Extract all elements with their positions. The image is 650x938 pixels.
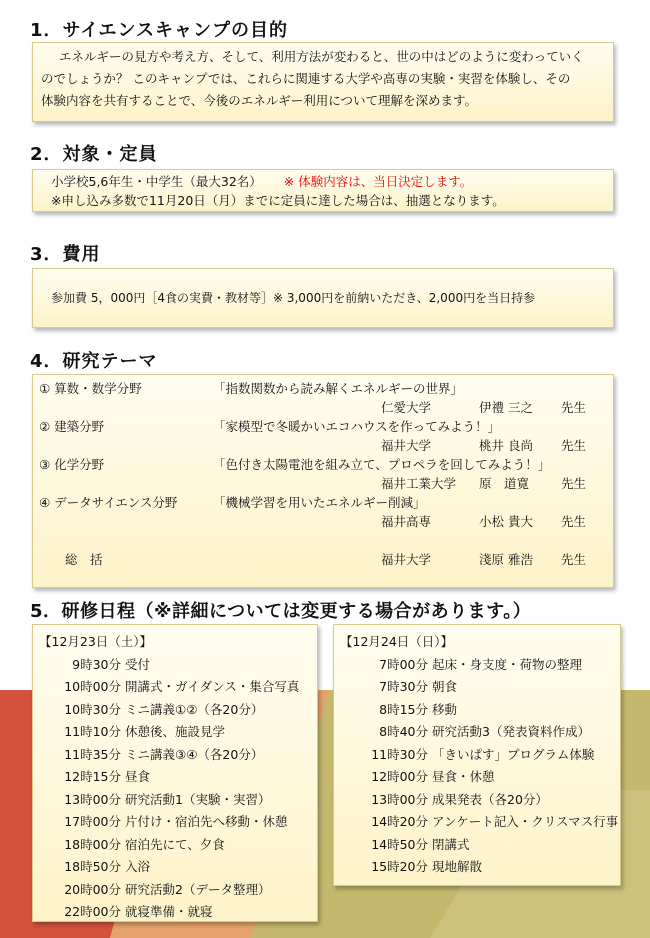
schedule-item: [340, 856, 620, 879]
theme-2-title: 「家模型で冬暖かいエコハウスを作ってみよう！」: [213, 419, 501, 434]
cost-box: [32, 268, 614, 328]
schedule-time: 22時00分: [64, 904, 121, 919]
heading-cost: 3．費用: [30, 244, 101, 265]
day1-label: 【12月23日（土）】: [39, 634, 153, 649]
schedule-activity: ミニ講義①②（各20分）: [125, 701, 264, 717]
purpose-line-3: 体験内容を共有することで、今後のエネルギー利用について理解を深めます。: [41, 93, 478, 108]
schedule-activity: 研究活動3（発表資料作成）: [432, 724, 590, 739]
schedule-activity: 移動: [432, 701, 458, 717]
theme-4-suffix: 先生: [561, 514, 587, 529]
schedule-activity: 片付け・宿泊先へ移動・休憩: [125, 814, 288, 829]
schedule-time: 17時00分: [64, 814, 121, 829]
heading-purpose: 1．サイエンスキャンプの目的: [30, 20, 289, 41]
schedule-item: [340, 654, 620, 677]
schedule-activity: 休憩後、施設見学: [125, 724, 226, 739]
theme-4-name: 小松 貴大: [479, 514, 533, 529]
schedule-item: [39, 856, 317, 879]
schedule-time: 18時00分: [64, 836, 121, 852]
schedule-activity: 受付: [125, 656, 151, 672]
target-note: ※ 体験内容は、当日決定します。: [283, 174, 473, 189]
theme-4-lecturer: [39, 512, 613, 531]
heading-schedule: 5．研修日程（※詳細については変更する場合があります。）: [30, 601, 532, 622]
theme-2-suffix: 先生: [561, 438, 587, 453]
purpose-line-2: のでしょうか？ このキャンプでは、これらに関連する大学や高専の実験・実習を体験し、その: [41, 71, 571, 86]
schedule-item: [39, 834, 317, 857]
schedule-day1-box: [32, 624, 318, 922]
schedule-time: 18時50分: [64, 859, 121, 874]
schedule-activity: 昼食: [125, 769, 151, 784]
theme-3-field: ③ 化学分野: [39, 457, 105, 472]
schedule-activity: 昼食・休憩: [432, 769, 495, 784]
schedule-activity: 現地解散: [432, 859, 483, 874]
cost-text: 参加費 5，000円［4食の実費・教材等］※ 3,000円を前納いただき、2,000円を当日持参: [51, 291, 536, 305]
day2-label: 【12月24日（日）】: [340, 634, 454, 649]
schedule-activity: 入浴: [125, 859, 151, 874]
summary-name: 淺原 雅浩: [479, 552, 533, 567]
schedule-time: 20時00分: [64, 881, 121, 897]
schedule-item: [39, 811, 317, 834]
theme-2-name: 桃井 良尚: [479, 438, 533, 453]
schedule-item: [39, 699, 317, 722]
schedule-time: 9時30分: [72, 656, 121, 672]
theme-1-field: ① 算数・数学分野: [39, 381, 142, 396]
schedule-item: [340, 834, 620, 857]
schedule-item: [39, 721, 317, 744]
schedule-item: [39, 654, 317, 677]
schedule-time: 14時20分: [371, 814, 428, 829]
schedule-time: 11時30分: [371, 746, 428, 762]
schedule-activity: 宿泊先にて、夕食: [125, 836, 225, 852]
schedule-activity: 研究活動2（データ整理）: [125, 881, 271, 897]
schedule-time: 11時35分: [64, 746, 121, 762]
schedule-activity: 就寝準備・就寝: [125, 904, 213, 919]
day1-schedule-list: [39, 654, 317, 924]
summary-field: 総 括: [65, 552, 103, 567]
theme-1-row: [39, 379, 613, 398]
schedule-day2-box: [333, 624, 621, 886]
schedule-time: 7時00分: [379, 656, 428, 672]
schedule-time: 13時00分: [64, 791, 121, 807]
target-lottery-note: ※申し込み多数で11月20日（月）までに定員に達した場合は、抽選となります。: [51, 193, 505, 208]
schedule-time: 12時00分: [371, 769, 428, 784]
theme-3-lecturer: [39, 474, 613, 493]
summary-suffix: 先生: [561, 552, 587, 567]
theme-3-org: 福井工業大学: [381, 476, 457, 491]
theme-1-org: 仁愛大学: [381, 400, 432, 415]
schedule-time: 15時20分: [371, 859, 428, 874]
heading-target: 2．対象・定員: [30, 144, 158, 165]
schedule-time: 14時50分: [371, 836, 428, 852]
schedule-activity: 閉講式: [432, 836, 470, 852]
day2-schedule-list: [340, 654, 620, 879]
theme-4-title: 「機械学習を用いたエネルギー削減」: [213, 495, 426, 510]
theme-4-field: ④ データサイエンス分野: [39, 495, 178, 510]
schedule-item: [340, 699, 620, 722]
schedule-item: [39, 789, 317, 812]
schedule-time: 11時10分: [64, 724, 121, 739]
theme-summary-row: [39, 550, 613, 569]
theme-4-org: 福井高専: [381, 514, 432, 529]
schedule-item: [340, 766, 620, 789]
schedule-activity: 朝食: [432, 679, 458, 694]
purpose-box: [32, 42, 614, 122]
schedule-item: [39, 744, 317, 767]
schedule-activity: 「きいぱす」プログラム体験: [432, 746, 595, 762]
theme-1-title: 「指数関数から読み解くエネルギーの世界」: [213, 381, 464, 396]
schedule-activity: 成果発表（各20分）: [432, 791, 548, 807]
schedule-time: 7時30分: [379, 679, 428, 694]
purpose-line-1: エネルギーの見方や考え方、そして、利用方法が変わると、世の中はどのように変わっていく: [59, 49, 584, 64]
theme-2-field: ② 建築分野: [39, 419, 105, 434]
schedule-item: [340, 744, 620, 767]
schedule-item: [340, 676, 620, 699]
schedule-time: 10時30分: [64, 701, 121, 717]
schedule-time: 10時00分: [64, 679, 121, 694]
theme-2-row: [39, 417, 613, 436]
theme-3-name: 原 道寛: [479, 476, 530, 491]
schedule-item: [39, 879, 317, 902]
schedule-item: [39, 676, 317, 699]
schedule-time: 8時15分: [379, 701, 428, 717]
target-box: [32, 169, 614, 212]
theme-3-suffix: 先生: [561, 476, 587, 491]
schedule-activity: ミニ講義③④（各20分）: [125, 746, 264, 762]
schedule-activity: 研究活動1（実験・実習）: [125, 791, 271, 807]
schedule-activity: 起床・身支度・荷物の整理: [432, 656, 583, 672]
schedule-item: [340, 811, 620, 834]
schedule-time: 13時00分: [371, 791, 428, 807]
schedule-item: [340, 789, 620, 812]
theme-4-row: [39, 493, 613, 512]
schedule-item: [39, 766, 317, 789]
theme-1-name: 伊禮 三之: [479, 400, 533, 415]
theme-1-lecturer: [39, 398, 613, 417]
schedule-activity: 開講式・ガイダンス・集合写真: [125, 679, 300, 694]
schedule-time: 12時15分: [64, 769, 121, 784]
theme-1-suffix: 先生: [561, 400, 587, 415]
theme-2-lecturer: [39, 436, 613, 455]
theme-3-title: 「色付き太陽電池を組み立て、プロペラを回してみよう！」: [213, 457, 551, 472]
themes-box: [32, 374, 614, 588]
heading-themes: 4．研究テーマ: [30, 351, 158, 372]
theme-3-row: [39, 455, 613, 474]
schedule-time: 8時40分: [379, 724, 428, 739]
schedule-item: [39, 901, 317, 924]
theme-2-org: 福井大学: [381, 438, 432, 453]
schedule-activity: アンケート記入・クリスマス行事: [432, 814, 619, 829]
summary-org: 福井大学: [381, 552, 432, 567]
target-eligibility: 小学校5,6年生・中学生（最大32名）: [51, 174, 262, 189]
schedule-item: [340, 721, 620, 744]
